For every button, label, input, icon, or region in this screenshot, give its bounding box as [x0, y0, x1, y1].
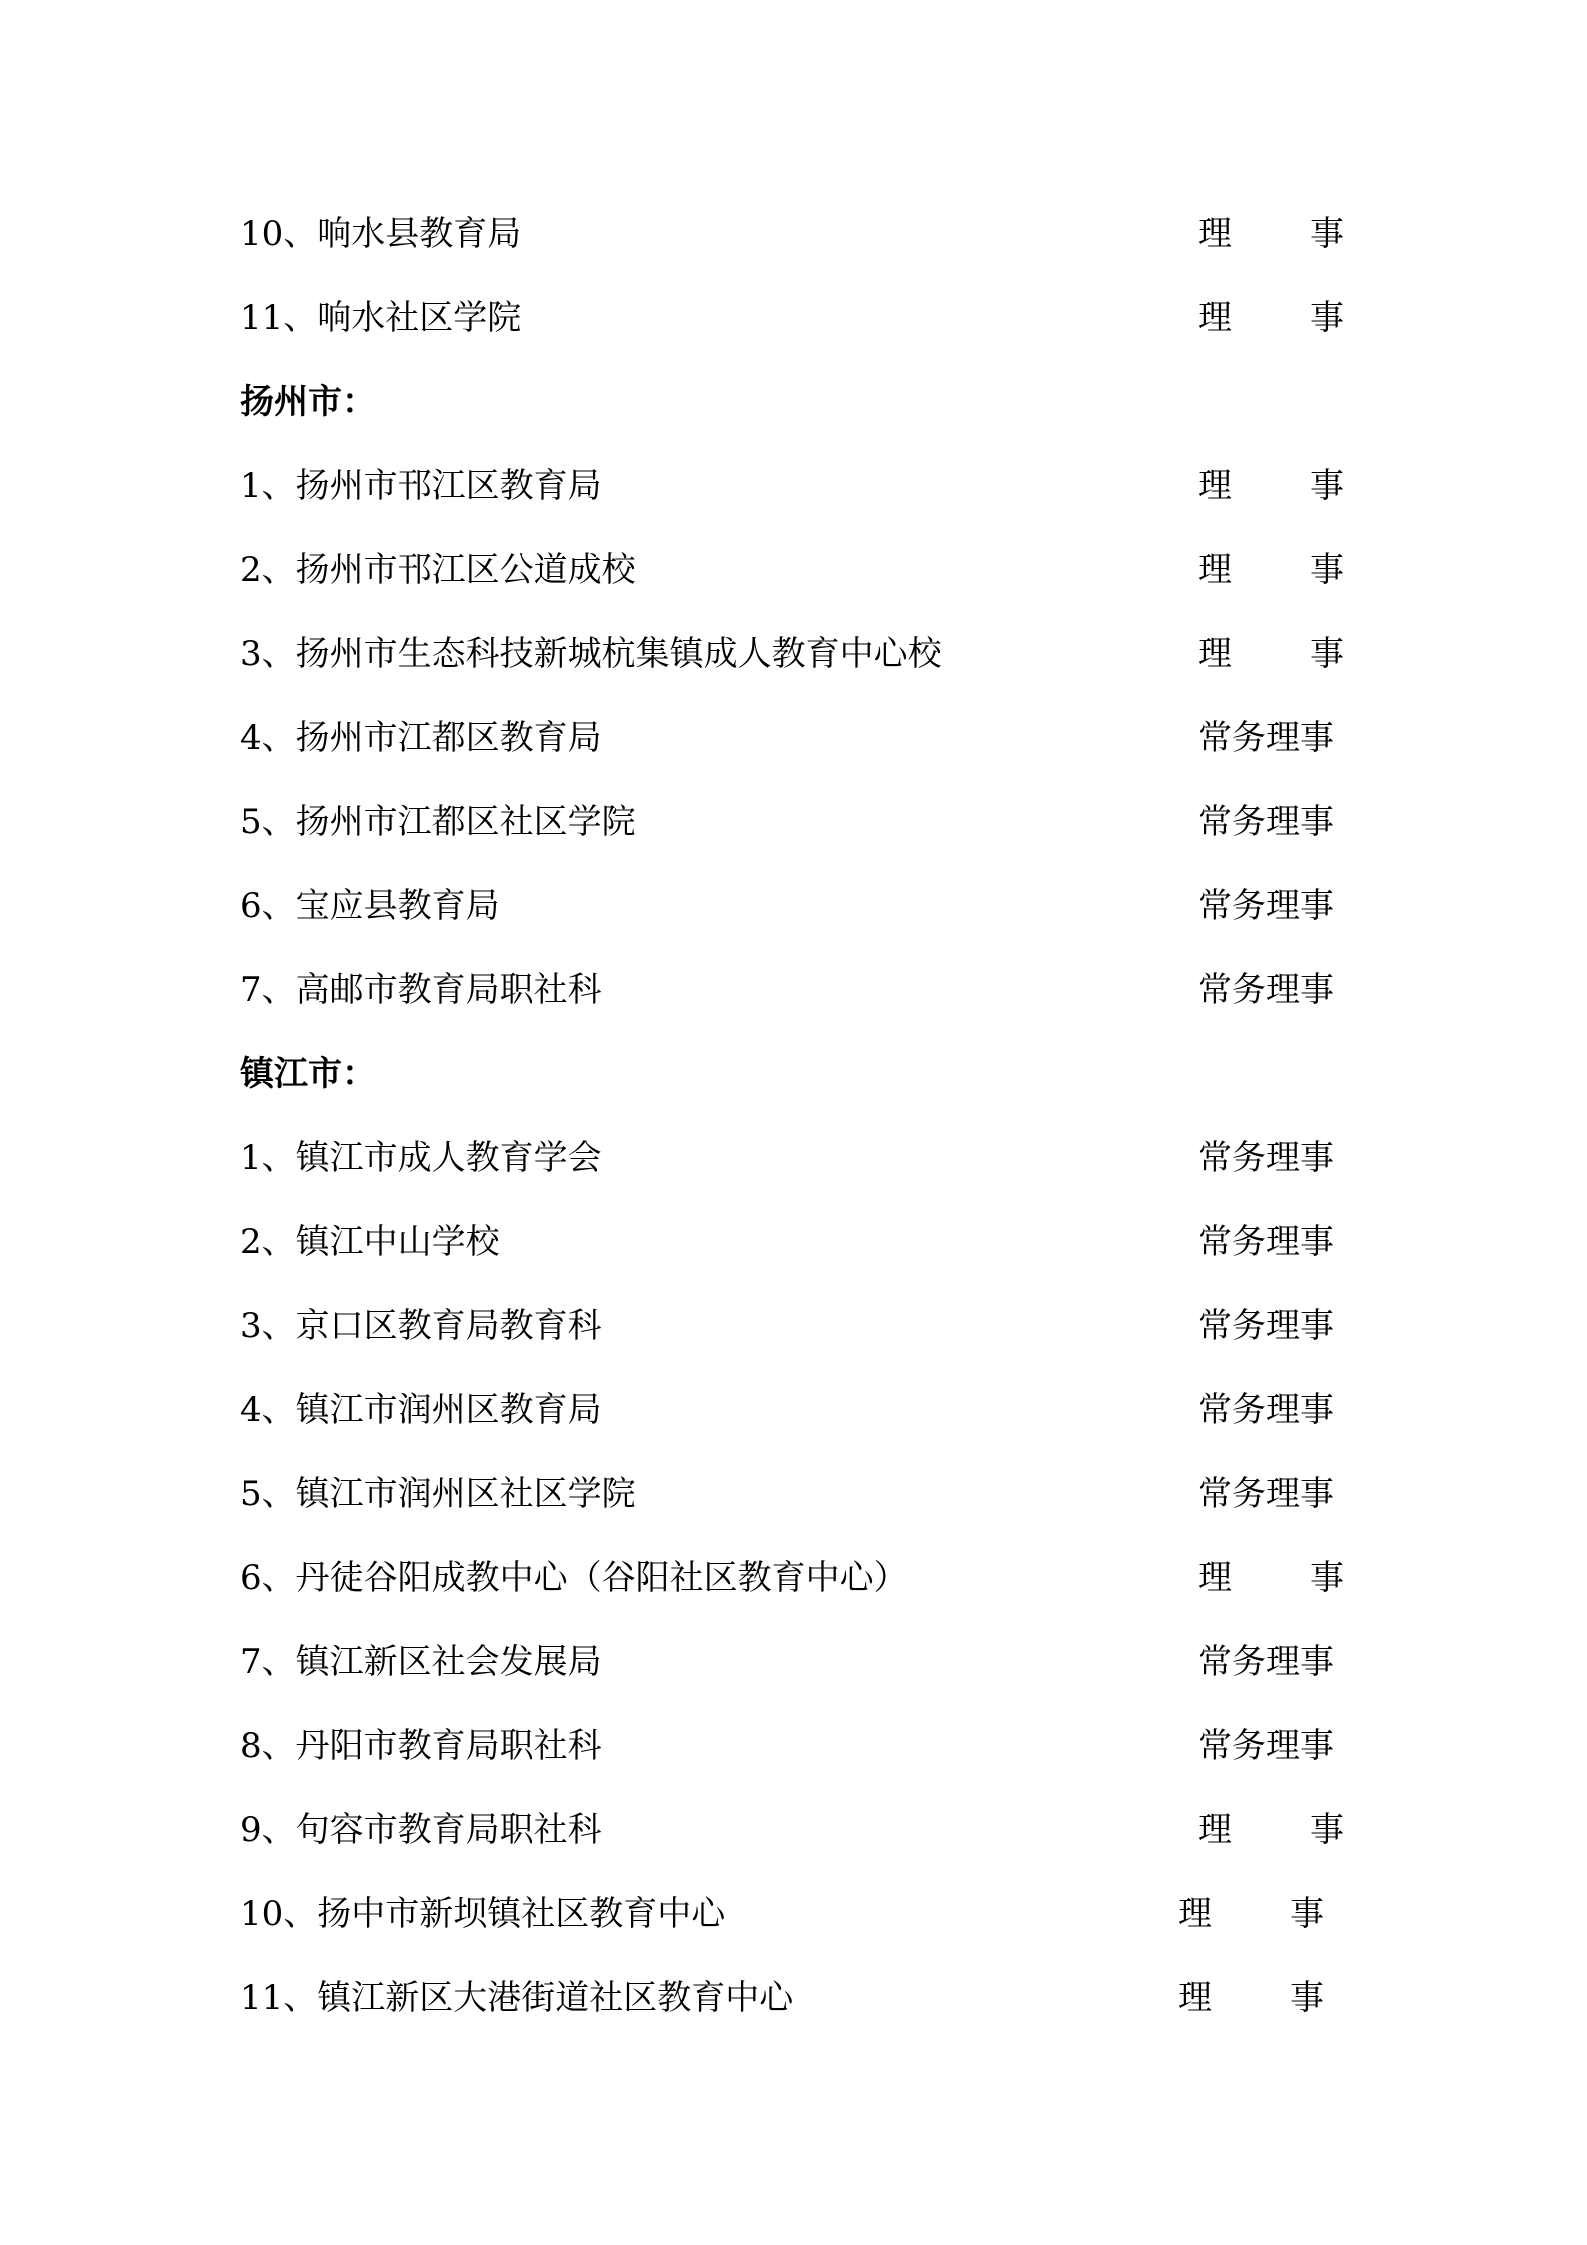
list-item	[240, 948, 1350, 1032]
org-name: 10、扬中市新坝镇社区教育中心	[240, 1894, 726, 1934]
role-label: 常务理事	[1198, 718, 1334, 758]
list-item	[240, 780, 1350, 864]
section-heading-zhenjiang: 镇江市：	[240, 1054, 376, 1094]
list-item: 11、镇江新区大港街道社区教育中心 理 事	[240, 1956, 1350, 2040]
list-item	[240, 1452, 1350, 1536]
org-name: 11、镇江新区大港街道社区教育中心	[240, 1978, 794, 2018]
org-name: 9、句容市教育局职社科	[240, 1810, 602, 1850]
list-item: 2、扬州市邗江区公道成校 理 事	[240, 528, 1350, 612]
role-label: 常务理事	[1198, 802, 1334, 842]
list-item	[240, 1704, 1350, 1788]
list-item: 9、句容市教育局职社科 理 事	[240, 1788, 1350, 1872]
role-label: 常务理事	[1198, 1474, 1334, 1514]
org-name: 6、丹徒谷阳成教中心（谷阳社区教育中心）	[240, 1558, 908, 1598]
list-item: 10、扬中市新坝镇社区教育中心 理 事	[240, 1872, 1350, 1956]
org-name: 2、镇江中山学校	[240, 1222, 500, 1262]
org-name: 8、丹阳市教育局职社科	[240, 1726, 602, 1766]
org-name: 4、扬州市江都区教育局	[240, 718, 602, 758]
list-item	[240, 864, 1350, 948]
role-label: 常务理事	[1198, 1222, 1334, 1262]
list-item: 6、丹徒谷阳成教中心（谷阳社区教育中心） 理 事	[240, 1536, 1350, 1620]
section-heading-yangzhou: 扬州市：	[240, 382, 376, 422]
list-item	[240, 696, 1350, 780]
org-name: 5、扬州市江都区社区学院	[240, 802, 636, 842]
org-name: 11、响水社区学院	[240, 298, 522, 338]
role-label: 常务理事	[1198, 1726, 1334, 1766]
list-item: 3、扬州市生态科技新城杭集镇成人教育中心校 理 事	[240, 612, 1350, 696]
list-item: 1、扬州市邗江区教育局 理 事	[240, 444, 1350, 528]
org-name: 2、扬州市邗江区公道成校	[240, 550, 636, 590]
org-name: 1、镇江市成人教育学会	[240, 1138, 602, 1178]
org-name: 7、高邮市教育局职社科	[240, 970, 602, 1010]
role-label: 常务理事	[1198, 970, 1334, 1010]
role-label: 常务理事	[1198, 1390, 1334, 1430]
list-item	[240, 1368, 1350, 1452]
list-item	[240, 1200, 1350, 1284]
org-name: 7、镇江新区社会发展局	[240, 1642, 602, 1682]
org-name: 1、扬州市邗江区教育局	[240, 466, 602, 506]
role-label: 常务理事	[1198, 1642, 1334, 1682]
role-label: 常务理事	[1198, 1138, 1334, 1178]
list-item	[240, 1284, 1350, 1368]
list-item	[240, 1116, 1350, 1200]
org-name: 3、京口区教育局教育科	[240, 1306, 602, 1346]
role-label: 常务理事	[1198, 886, 1334, 926]
org-name: 4、镇江市润州区教育局	[240, 1390, 602, 1430]
role-label: 常务理事	[1198, 1306, 1334, 1346]
org-name: 6、宝应县教育局	[240, 886, 500, 926]
list-item: 11、响水社区学院 理 事	[240, 276, 1350, 360]
list-item: 10、响水县教育局 理 事	[240, 192, 1350, 276]
org-name: 5、镇江市润州区社区学院	[240, 1474, 636, 1514]
org-name: 3、扬州市生态科技新城杭集镇成人教育中心校	[240, 634, 942, 674]
list-item	[240, 1620, 1350, 1704]
org-name: 10、响水县教育局	[240, 214, 522, 254]
